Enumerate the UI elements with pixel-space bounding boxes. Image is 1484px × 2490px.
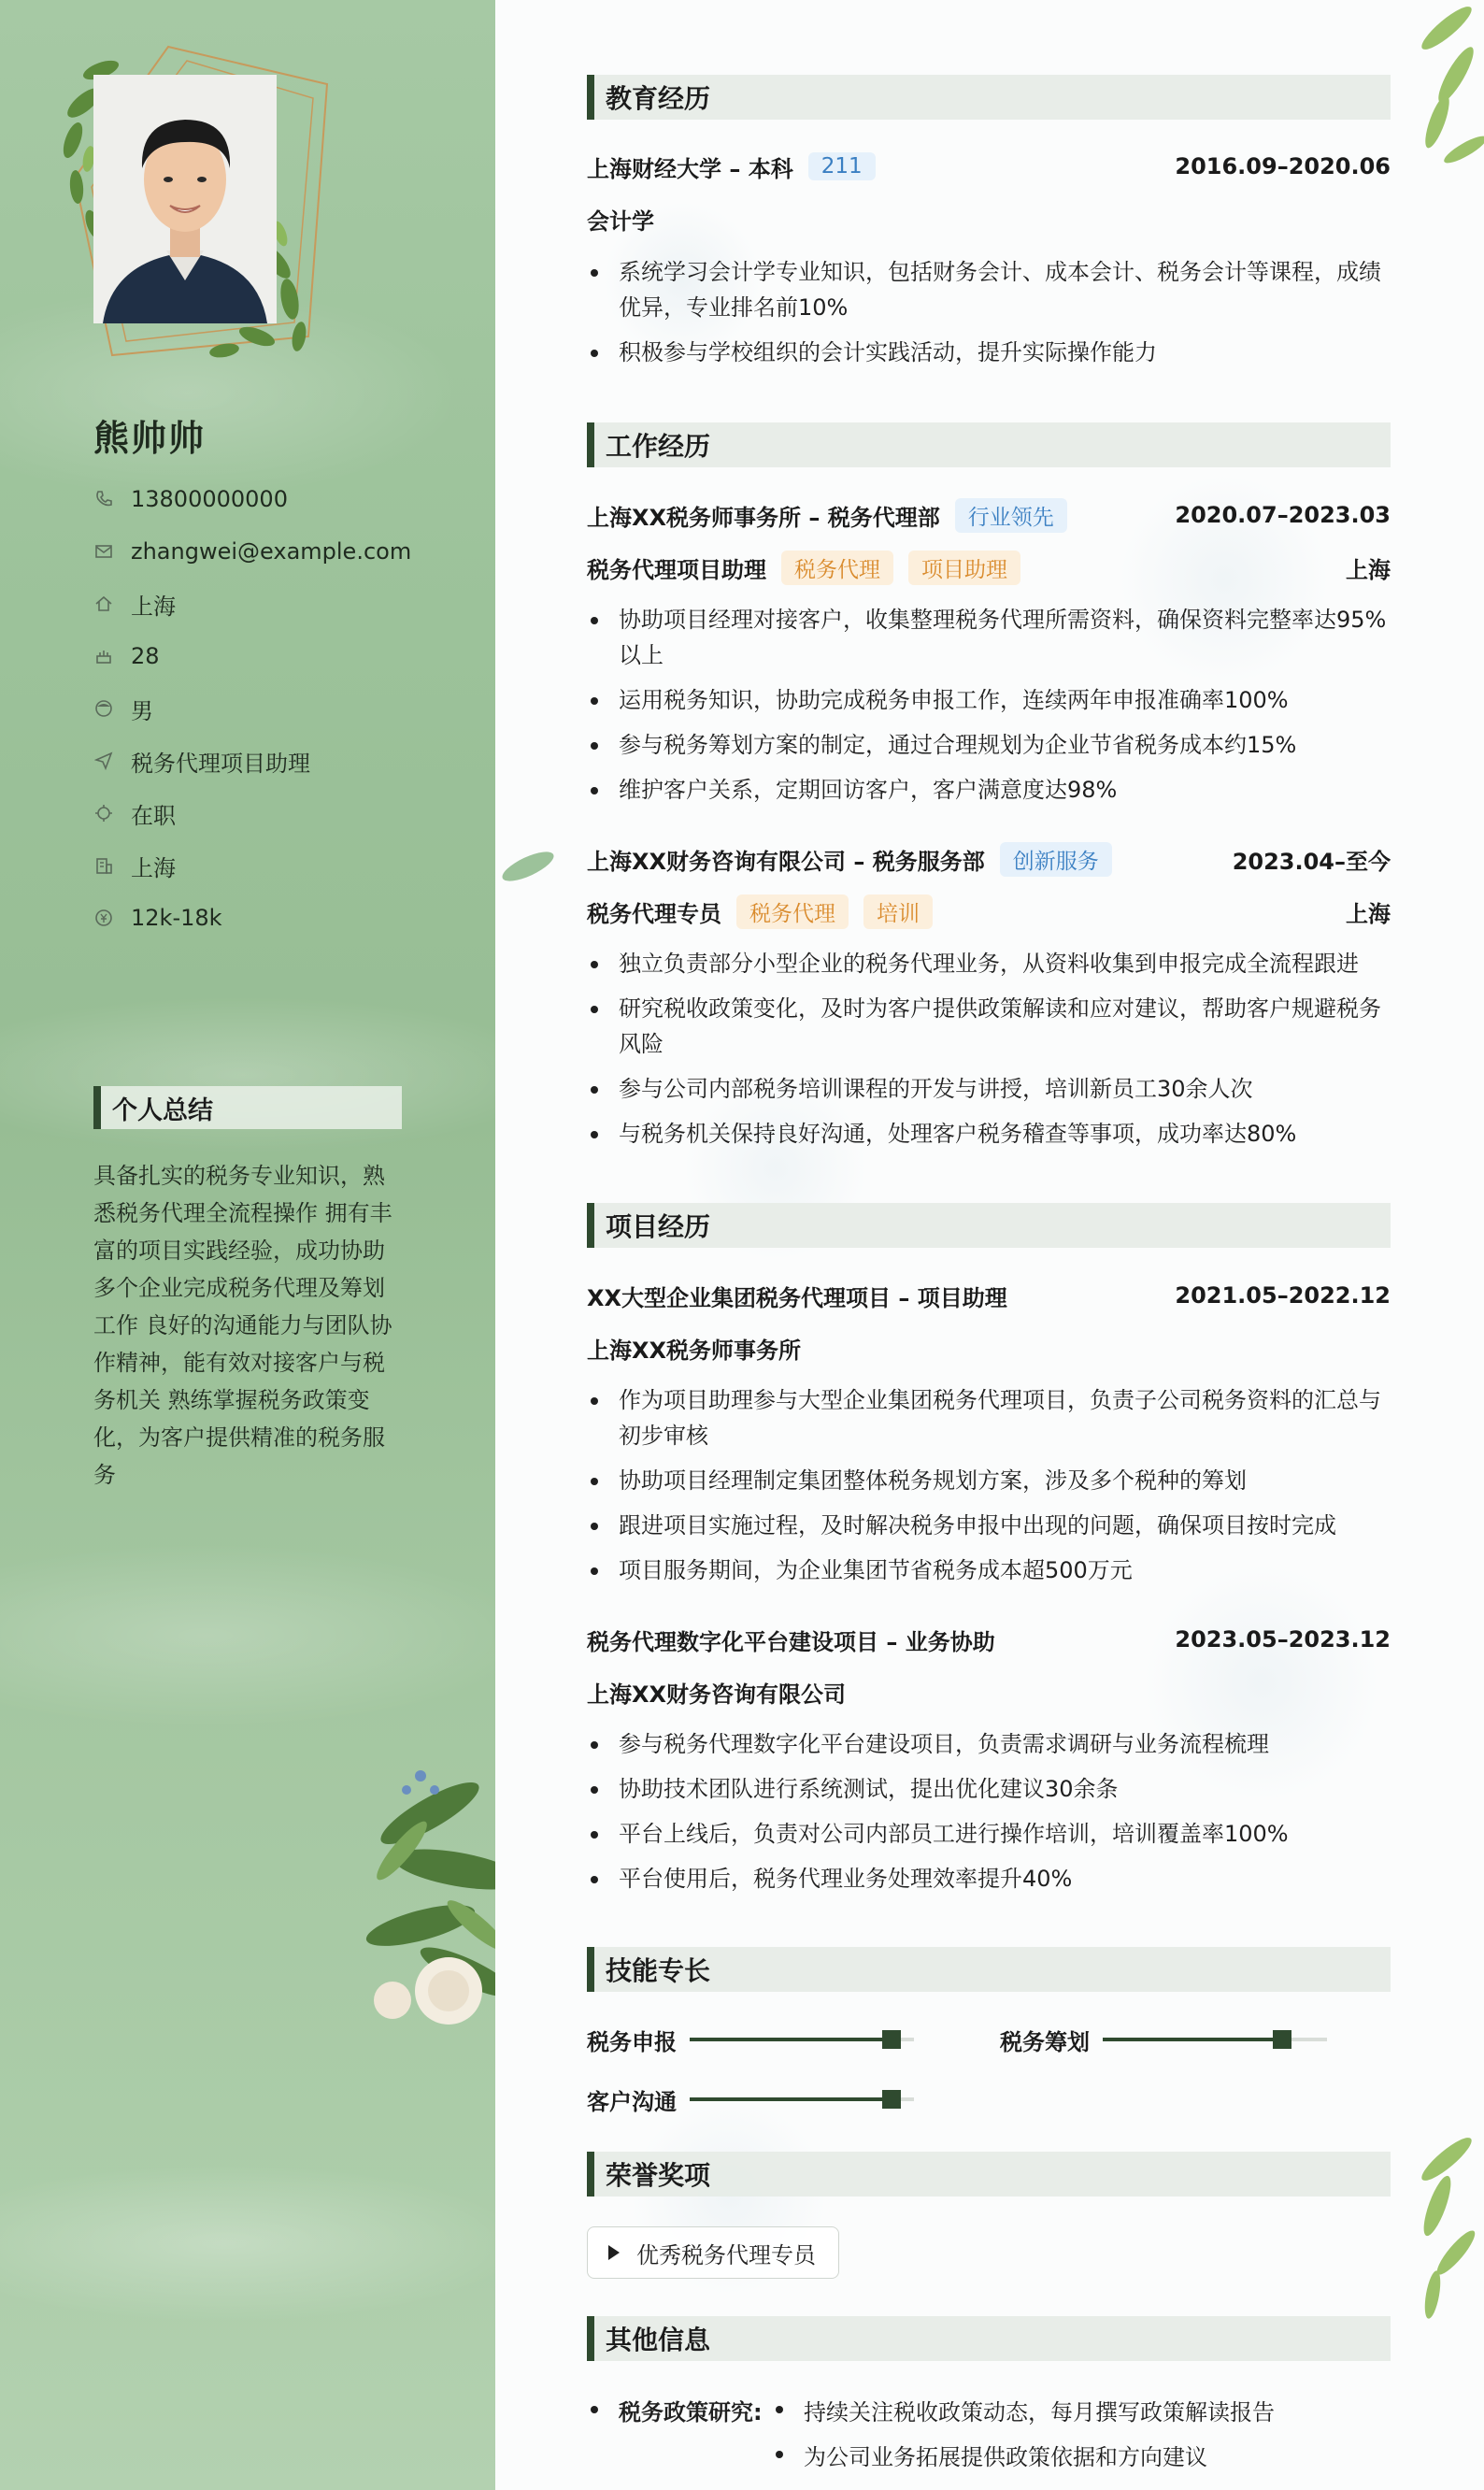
flower-decoration-icon xyxy=(318,1739,505,2038)
info-phone xyxy=(93,480,288,518)
job-1-role: 税务代理项目助理 xyxy=(587,556,766,583)
job-2-role-row xyxy=(587,893,1391,930)
info-salary xyxy=(93,899,222,937)
education-tag: 211 xyxy=(808,152,876,180)
project-1-header xyxy=(587,1277,1391,1314)
email-icon xyxy=(93,541,114,562)
avatar-portrait-icon xyxy=(93,75,277,323)
job-2-date: 2023.04–至今 xyxy=(1232,848,1391,875)
age-text: 28 xyxy=(131,643,160,669)
info-city xyxy=(93,847,176,884)
other-item-2 xyxy=(776,2436,1207,2473)
profile-name: 熊帅帅 xyxy=(93,418,207,459)
project-2-name: 税务代理数字化平台建设项目 – 业务协助 xyxy=(587,1628,995,1655)
phone-icon xyxy=(93,489,114,509)
other-text-2: 为公司业务拓展提供政策依据和方向建议 xyxy=(804,2443,1207,2470)
info-home xyxy=(93,585,176,622)
award-text: 优秀税务代理专员 xyxy=(636,2241,816,2268)
summary-heading: 个人总结 xyxy=(93,1086,402,1129)
list-item: 平台使用后，税务代理业务处理效率提升40% xyxy=(587,1861,1391,1896)
list-item: 跟进项目实施过程，及时解决税务申报中出现的问题，确保项目按时完成 xyxy=(587,1508,1391,1543)
list-item: 运用税务知识，协助完成税务申报工作，连续两年申报准确率100% xyxy=(587,682,1391,718)
info-gender xyxy=(93,690,153,727)
age-icon xyxy=(93,646,114,666)
job-1-date: 2020.07–2023.03 xyxy=(1175,502,1391,528)
list-item: 作为项目助理参与大型企业集团税务代理项目，负责子公司税务资料的汇总与初步审核 xyxy=(587,1382,1391,1453)
summary-text: 具备扎实的税务专业知识，熟悉税务代理全流程操作 拥有丰富的项目实践经验，成功协助多个企业完成税务代理及筹划工作 良好的沟通能力与团队协作精神，能有效对接客户与税务机关 熟练掌握税务政策变化，为客户提供精准的税务服务 xyxy=(93,1163,392,1488)
list-item: 参与税务筹划方案的制定，通过合理规划为企业节省税务成本约15% xyxy=(587,727,1391,763)
other-text-1: 持续关注税收政策动态，每月撰写政策解读报告 xyxy=(804,2398,1275,2426)
job-2-role-tag-1: 税务代理 xyxy=(736,894,849,929)
leaf-corner-bottom-icon xyxy=(1391,2131,1484,2337)
skill-item xyxy=(587,2021,914,2058)
education-bullets xyxy=(587,254,1391,379)
project-2-header xyxy=(587,1621,1391,1658)
floating-leaf-icon xyxy=(495,843,561,890)
email-text: zhangwei@example.com xyxy=(131,538,412,565)
skill-fill xyxy=(1103,2038,1282,2041)
skill-knob xyxy=(882,2030,901,2049)
skill-fill xyxy=(690,2038,892,2041)
city-text: 上海 xyxy=(131,854,176,881)
list-item: 与税务机关保持良好沟通，处理客户税务稽查等事项，成功率达80% xyxy=(587,1116,1391,1152)
skill-fill xyxy=(690,2097,892,2101)
skill-name: 税务申报 xyxy=(587,2028,677,2055)
job-2-role-tag-2: 培训 xyxy=(863,894,933,929)
list-item: 协助项目经理制定集团整体税务规划方案，涉及多个税种的筹划 xyxy=(587,1463,1391,1498)
skill-name: 客户沟通 xyxy=(587,2088,677,2115)
other-item-1 xyxy=(776,2391,1275,2428)
education-date: 2016.09–2020.06 xyxy=(1175,153,1391,179)
education-major-row xyxy=(587,200,1391,237)
job-2-location: 上海 xyxy=(1346,900,1391,927)
job-2-company-tag: 创新服务 xyxy=(1000,842,1112,877)
other-label-row xyxy=(591,2391,763,2428)
job-1-role-row xyxy=(587,549,1391,586)
job-2-company: 上海XX财务咨询有限公司 – 税务服务部 xyxy=(587,848,985,875)
send-icon xyxy=(93,751,114,771)
salary-text: 12k-18k xyxy=(131,905,222,931)
other-heading: 其他信息 xyxy=(587,2316,1391,2361)
skill-item xyxy=(1000,2021,1327,2058)
list-item: 项目服务期间，为企业集团节省税务成本超500万元 xyxy=(587,1553,1391,1588)
skill-item xyxy=(587,2081,914,2118)
info-status xyxy=(93,794,176,832)
project-2-date: 2023.05–2023.12 xyxy=(1175,1626,1391,1653)
bullet-dot-icon xyxy=(776,2451,783,2458)
skill-name: 税务筹划 xyxy=(1000,2028,1090,2055)
list-item: 维护客户关系，定期回访客户，客户满意度达98% xyxy=(587,772,1391,808)
award-item[interactable] xyxy=(587,2226,839,2279)
project-1-date: 2021.05–2022.12 xyxy=(1175,1282,1391,1309)
job-1-role-tag-1: 税务代理 xyxy=(781,551,893,585)
job-2-bullets xyxy=(587,946,1391,1161)
project-2-org: 上海XX财务咨询有限公司 xyxy=(587,1681,847,1708)
list-item: 系统学习会计学专业知识，包括财务会计、成本会计、税务会计等课程，成绩优异，专业排名前10% xyxy=(587,254,1391,325)
info-email xyxy=(93,533,411,570)
position-text: 税务代理项目助理 xyxy=(131,750,310,777)
job-1-company: 上海XX税务师事务所 – 税务代理部 xyxy=(587,504,940,531)
list-item: 平台上线后，负责对公司内部员工进行操作培训，培训覆盖率100% xyxy=(587,1816,1391,1852)
list-item: 积极参与学校组织的会计实践活动，提升实际操作能力 xyxy=(587,335,1391,370)
skill-knob xyxy=(882,2090,901,2109)
gender-text: 男 xyxy=(131,697,153,724)
avatar xyxy=(93,75,277,323)
list-item: 协助项目经理对接客户，收集整理税务代理所需资料，确保资料完整率达95%以上 xyxy=(587,602,1391,673)
home-icon xyxy=(93,594,114,614)
bullet-dot-icon xyxy=(591,2406,598,2413)
skill-bar xyxy=(1103,2038,1327,2041)
list-item: 协助技术团队进行系统测试，提出优化建议30余条 xyxy=(587,1771,1391,1807)
salary-icon xyxy=(93,908,114,928)
status-text: 在职 xyxy=(131,802,176,829)
project-1-name: XX大型企业集团税务代理项目 – 项目助理 xyxy=(587,1284,1007,1311)
project-1-org-row xyxy=(587,1329,1391,1367)
job-2-role: 税务代理专员 xyxy=(587,900,721,927)
projects-heading: 项目经历 xyxy=(587,1203,1391,1248)
skill-bar xyxy=(690,2038,914,2041)
phone-text: 13800000000 xyxy=(131,486,288,512)
job-1-company-tag: 行业领先 xyxy=(955,498,1067,533)
gender-icon xyxy=(93,698,114,719)
project-1-org: 上海XX税务师事务所 xyxy=(587,1337,802,1364)
building-icon xyxy=(93,855,114,876)
education-school: 上海财经大学 – 本科 xyxy=(587,155,793,182)
home-text: 上海 xyxy=(131,593,176,620)
bullet-dot-icon xyxy=(776,2406,783,2413)
job-1-header xyxy=(587,496,1391,534)
project-2-bullets xyxy=(587,1726,1391,1906)
list-item: 研究税收政策变化，及时为客户提供政策解读和应对建议，帮助客户规避税务风险 xyxy=(587,991,1391,1062)
education-header-row xyxy=(587,148,1391,185)
skill-knob xyxy=(1273,2030,1291,2049)
avatar-frame xyxy=(56,28,336,374)
awards-heading: 荣誉奖项 xyxy=(587,2152,1391,2197)
status-icon xyxy=(93,803,114,823)
list-item: 参与公司内部税务培训课程的开发与讲授，培训新员工30余人次 xyxy=(587,1071,1391,1107)
job-2-header xyxy=(587,840,1391,878)
job-1-location: 上海 xyxy=(1346,556,1391,583)
education-major: 会计学 xyxy=(587,208,654,235)
project-2-org-row xyxy=(587,1673,1391,1710)
sidebar xyxy=(0,0,495,2490)
info-age xyxy=(93,637,160,675)
list-item: 独立负责部分小型企业的税务代理业务，从资料收集到申报完成全流程跟进 xyxy=(587,946,1391,981)
list-item: 参与税务代理数字化平台建设项目，负责需求调研与业务流程梳理 xyxy=(587,1726,1391,1762)
skills-heading: 技能专长 xyxy=(587,1947,1391,1992)
job-1-role-tag-2: 项目助理 xyxy=(908,551,1020,585)
info-position xyxy=(93,742,310,780)
other-label: 税务政策研究: xyxy=(619,2398,763,2426)
work-heading: 工作经历 xyxy=(587,422,1391,467)
project-1-bullets xyxy=(587,1382,1391,1597)
education-heading: 教育经历 xyxy=(587,75,1391,120)
skill-bar xyxy=(690,2097,914,2101)
job-1-bullets xyxy=(587,602,1391,817)
leaf-corner-icon xyxy=(1400,0,1484,187)
caret-right-icon xyxy=(608,2245,620,2260)
